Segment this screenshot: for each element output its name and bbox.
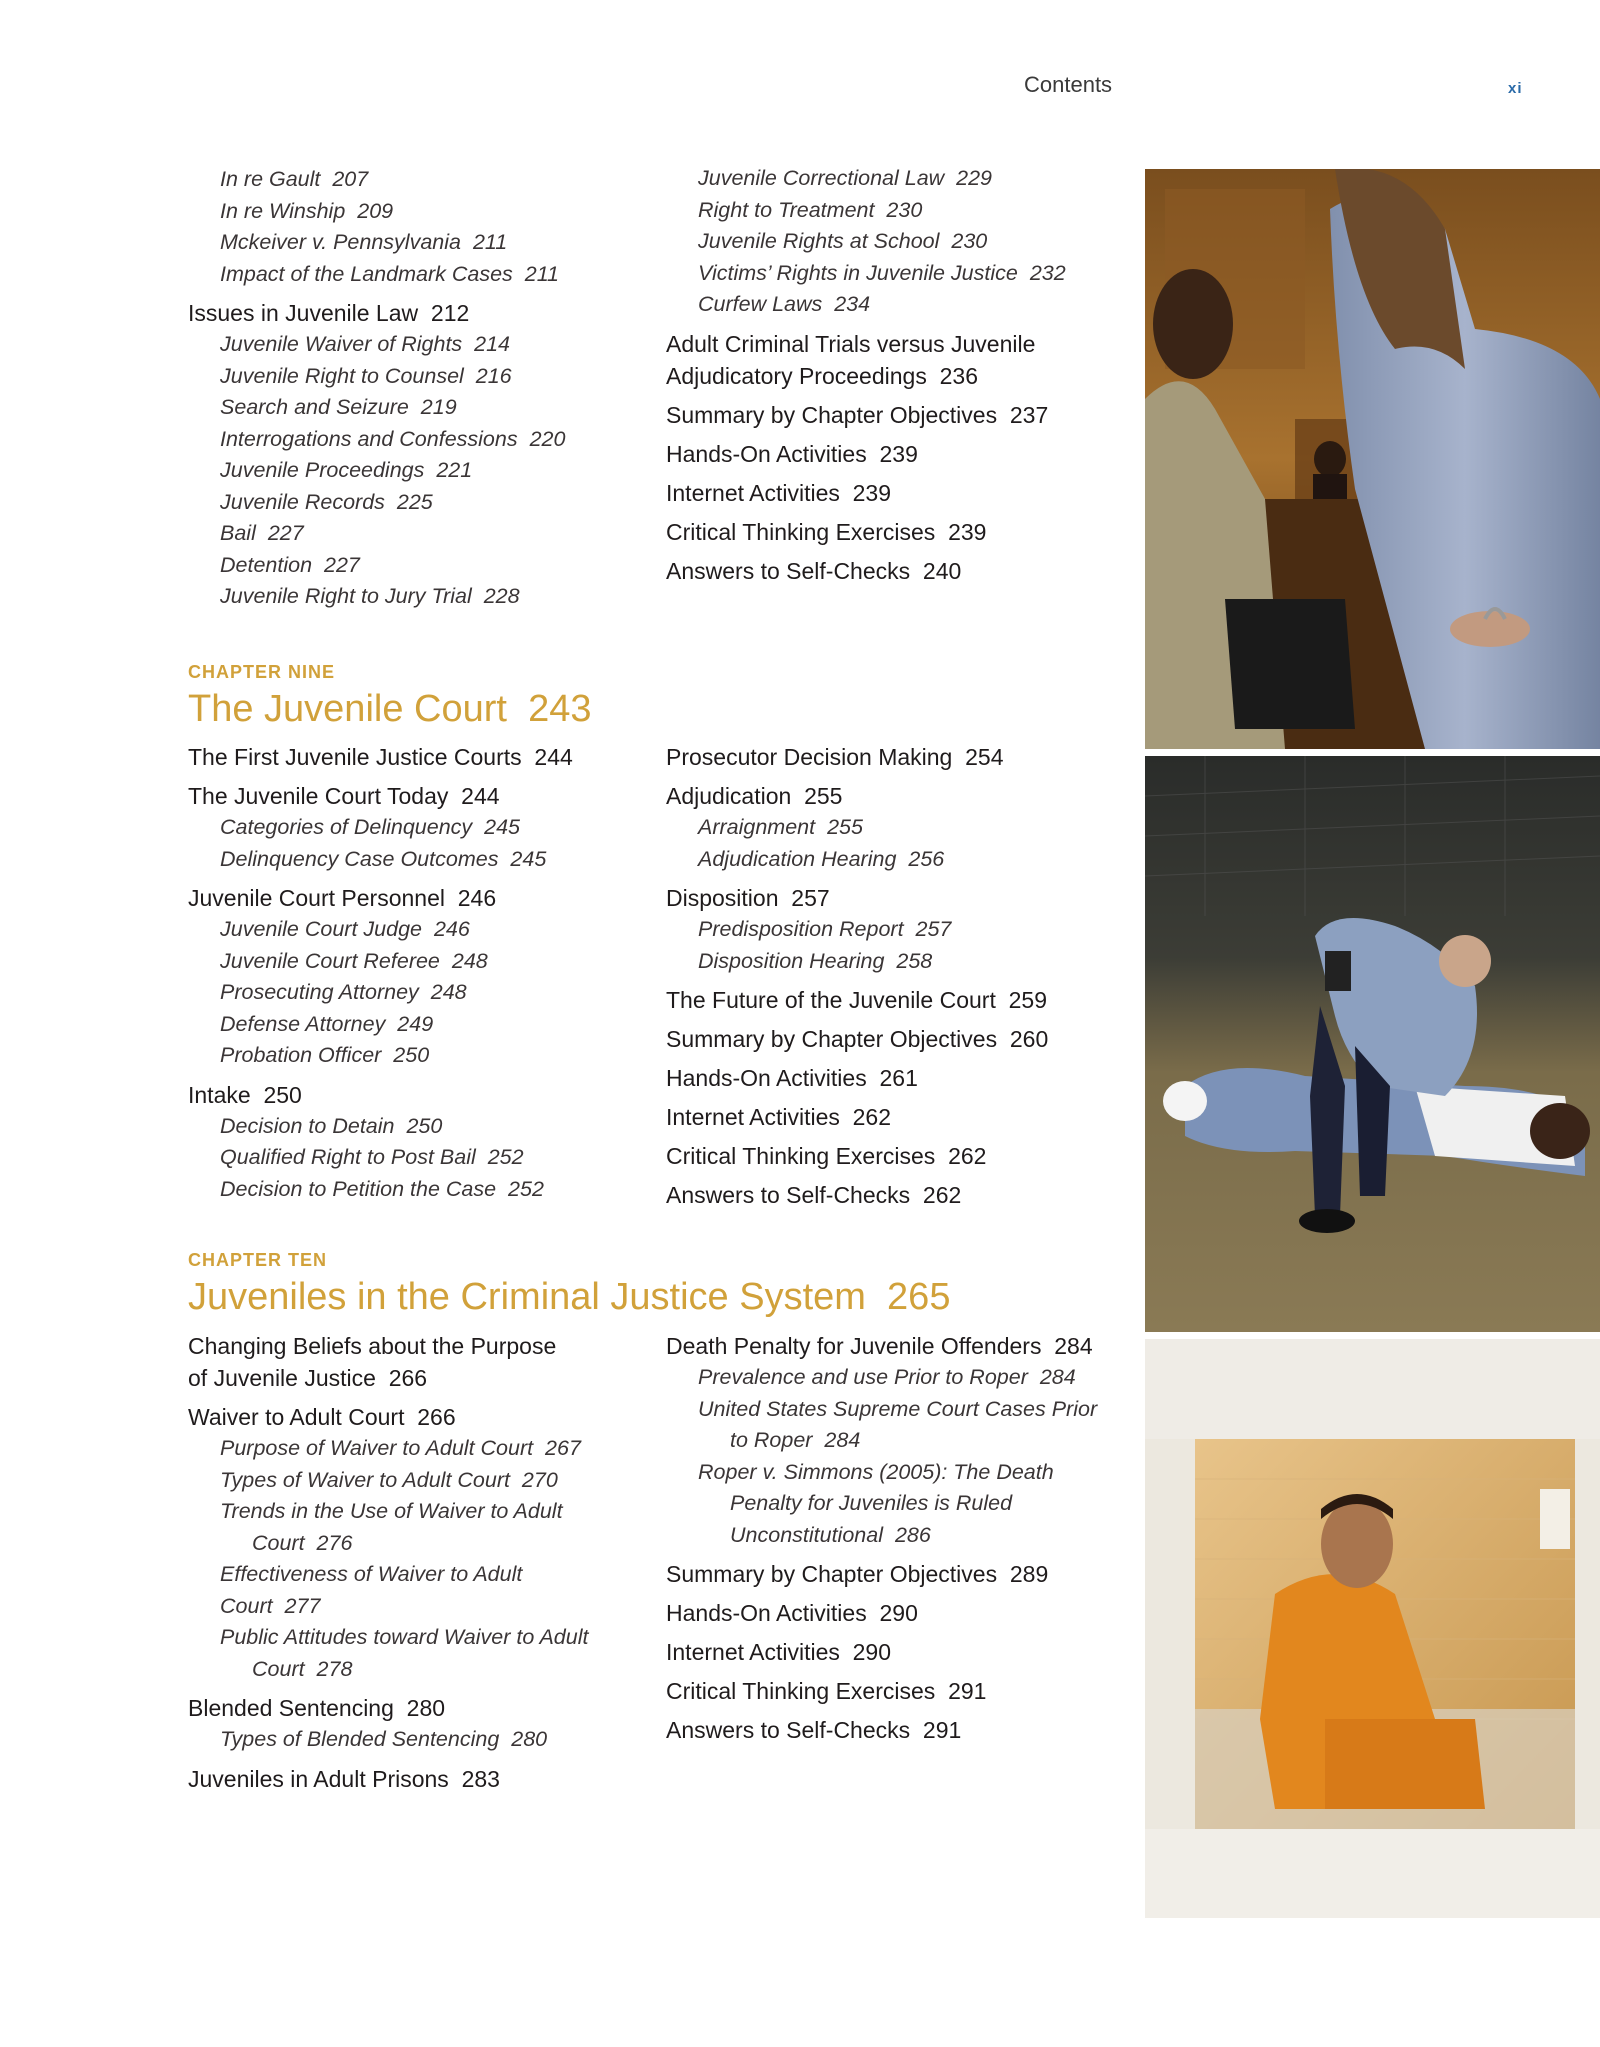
toc-entry-title: Critical Thinking Exercises — [666, 518, 936, 545]
toc-entry-title: Disposition — [666, 885, 779, 911]
toc-entry-page: 245 — [510, 846, 547, 871]
toc-entry — [666, 477, 1106, 509]
toc-entry-title: to Roper — [730, 1428, 813, 1452]
toc-entry-page: 211 — [524, 261, 560, 286]
toc-subentry — [666, 163, 1106, 195]
toc-entry-page: 232 — [1029, 260, 1066, 285]
toc-entry-page: 257 — [791, 885, 830, 911]
toc-subentry — [188, 1009, 628, 1041]
toc-entry-title: Summary by Chapter Objectives — [666, 1026, 998, 1052]
toc-entry — [188, 1079, 628, 1111]
toc-entry-page: 221 — [436, 458, 473, 482]
toc-subentry — [666, 946, 1106, 978]
toc-entry-page: 239 — [879, 440, 918, 467]
chapter-ten-title — [188, 1276, 950, 1319]
toc-column-right-ch9 — [666, 741, 1106, 1211]
toc-subentry — [188, 914, 628, 946]
toc-entry-title: Detention — [220, 552, 313, 577]
toc-entry-title: Prosecutor Decision Making — [666, 744, 953, 770]
toc-entry-page: 267 — [545, 1436, 581, 1460]
toc-entry-page: 229 — [956, 166, 993, 190]
toc-entry — [666, 1023, 1106, 1055]
toc-entry-page: 262 — [948, 1143, 987, 1169]
toc-entry-page: 276 — [316, 1530, 353, 1555]
toc-subentry — [666, 258, 1106, 290]
toc-entry-title: Effectiveness of Waiver to Adult Court — [220, 1562, 523, 1618]
toc-entry-page: 260 — [1009, 1026, 1049, 1052]
toc-entry-title: Juvenile Waiver of Rights — [220, 332, 463, 356]
toc-entry-title: Disposition Hearing — [698, 948, 885, 973]
toc-entry-title: The Juvenile Court Today — [188, 783, 449, 809]
toc-subentry — [666, 914, 1106, 946]
toc-entry-title: Answers to Self-Checks — [666, 1717, 911, 1743]
toc-entry-page: 216 — [475, 363, 512, 388]
toc-subentry — [188, 361, 628, 393]
toc-entry-title: Predisposition Report — [698, 917, 904, 941]
toc-entry — [666, 1330, 1106, 1362]
toc-subentry — [188, 844, 628, 876]
toc-entry-title: Curfew Laws — [698, 292, 823, 316]
toc-subentry — [666, 1457, 1106, 1489]
toc-entry-page: 244 — [534, 744, 573, 770]
toc-subentry — [188, 977, 628, 1009]
toc-column-right-top — [666, 163, 1106, 587]
toc-entry — [666, 516, 1106, 548]
toc-column-right-ch10 — [666, 1330, 1106, 1746]
toc-entry-title: Internet Activities — [666, 1639, 840, 1665]
toc-entry-page: 234 — [834, 292, 871, 316]
toc-entry-title: Types of Waiver to Adult Court — [220, 1467, 510, 1492]
toc-entry-title: Bail — [220, 521, 256, 545]
toc-subentry — [188, 1040, 628, 1072]
chapter-nine-label: CHAPTER NINE — [188, 662, 336, 682]
toc-entry-page: 290 — [852, 1639, 892, 1665]
toc-subentry — [188, 1174, 628, 1206]
toc-entry-page: 284 — [1054, 1333, 1093, 1359]
toc-entry-page: 254 — [965, 744, 1004, 770]
toc-subentry — [666, 812, 1106, 844]
toc-entry-page: 284 — [1039, 1365, 1076, 1389]
toc-entry — [188, 882, 628, 914]
toc-entry-title: Adjudication — [666, 783, 792, 809]
courtroom-photo — [1145, 169, 1600, 749]
toc-entry-title: Juvenile Court Judge — [220, 917, 422, 941]
toc-entry-title: Hands-On Activities — [666, 1065, 867, 1091]
toc-entry-title: Interrogations and Confessions — [220, 426, 518, 451]
toc-entry-page: 270 — [521, 1467, 558, 1492]
chapter-title-text: The Juvenile Court — [188, 688, 507, 730]
toc-entry-page: 239 — [852, 479, 892, 506]
toc-subentry — [666, 195, 1106, 227]
toc-entry-title: Defense Attorney — [220, 1011, 386, 1036]
toc-entry — [666, 360, 1106, 392]
toc-entry — [666, 1714, 1106, 1746]
toc-entry-page: 250 — [263, 1081, 302, 1108]
toc-entry-page: 236 — [939, 362, 978, 389]
toc-entry — [666, 438, 1106, 470]
toc-entry-page: 245 — [484, 815, 521, 839]
toc-entry-title: Probation Officer — [220, 1043, 382, 1067]
toc-entry-title: Adjudicatory Proceedings — [666, 362, 927, 389]
toc-entry-page: 244 — [461, 783, 500, 809]
toc-entry-title: Court — [252, 1530, 305, 1555]
toc-entry — [666, 328, 1106, 360]
toc-entry — [666, 1675, 1106, 1707]
toc-subentry — [188, 946, 628, 978]
toc-subentry — [188, 1654, 628, 1686]
toc-entry-page: 220 — [529, 426, 566, 451]
toc-subentry — [188, 227, 628, 259]
toc-entry — [666, 741, 1106, 773]
toc-entry-page: 280 — [511, 1727, 548, 1751]
toc-subentry — [188, 487, 628, 519]
toc-entry-title: Changing Beliefs about the Purpose — [188, 1333, 557, 1359]
toc-entry-page: 255 — [827, 815, 863, 839]
toc-entry-title: Impact of the Landmark Cases — [220, 261, 513, 286]
chapter-title-text: Juveniles in the Criminal Justice System — [188, 1276, 866, 1318]
toc-entry-title: Hands-On Activities — [666, 1600, 867, 1626]
toc-entry-title: Internet Activities — [666, 479, 840, 506]
toc-subentry — [188, 550, 628, 582]
toc-entry — [188, 1401, 628, 1433]
toc-entry-title: Categories of Delinquency — [220, 815, 473, 839]
toc-entry-title: Juvenile Court Personnel — [188, 885, 445, 911]
toc-column-left-ch10 — [188, 1330, 628, 1795]
toc-entry-title: Delinquency Case Outcomes — [220, 846, 499, 871]
toc-subentry — [188, 455, 628, 487]
toc-entry-page: 286 — [894, 1522, 931, 1547]
toc-entry-title: Prevalence and use Prior to Roper — [698, 1365, 1028, 1389]
toc-entry-page: 228 — [483, 584, 520, 608]
toc-subentry — [188, 424, 628, 456]
detention-cell-photo — [1145, 1339, 1600, 1918]
toc-entry-title: The First Juvenile Justice Courts — [188, 744, 522, 770]
toc-entry-title: Right to Treatment — [698, 197, 875, 222]
toc-subentry — [666, 1425, 1106, 1457]
toc-entry-page: 209 — [357, 198, 394, 223]
toc-subentry — [188, 329, 628, 361]
toc-entry-title: Juveniles in Adult Prisons — [188, 1765, 449, 1792]
toc-entry-title: Hands-On Activities — [666, 440, 867, 467]
toc-subentry — [188, 1142, 628, 1174]
toc-entry-page: 212 — [430, 300, 470, 326]
toc-entry-page: 240 — [922, 557, 962, 584]
arrest-photo — [1145, 756, 1600, 1332]
toc-entry-page: 214 — [474, 332, 511, 356]
toc-entry — [666, 1558, 1106, 1590]
toc-entry-page: 219 — [420, 395, 457, 419]
toc-entry-title: Penalty for Juveniles is Ruled — [730, 1491, 1013, 1515]
toc-entry-title: Unconstitutional — [730, 1522, 883, 1547]
chapter-title-page: 243 — [528, 688, 592, 730]
toc-entry — [666, 984, 1106, 1016]
toc-subentry — [188, 1111, 628, 1143]
toc-entry-title: Juvenile Right to Counsel — [220, 363, 464, 388]
toc-entry-page: 266 — [388, 1365, 428, 1391]
toc-entry-page: 227 — [324, 552, 360, 577]
toc-entry-page: 258 — [896, 948, 933, 973]
toc-entry-page: 207 — [332, 167, 369, 191]
toc-entry-page: 246 — [433, 917, 470, 941]
toc-entry — [188, 1763, 628, 1795]
toc-entry-page: 261 — [879, 1065, 918, 1091]
toc-entry — [666, 1140, 1106, 1172]
toc-entry — [188, 780, 628, 812]
toc-subentry — [666, 844, 1106, 876]
toc-subentry — [188, 1465, 628, 1497]
toc-subentry — [188, 518, 628, 550]
toc-entry-page: 250 — [393, 1043, 430, 1067]
toc-subentry — [666, 1520, 1106, 1552]
toc-entry-title: United States Supreme Court Cases Prior — [698, 1396, 1098, 1421]
toc-entry-page: 250 — [406, 1113, 443, 1138]
toc-entry — [666, 555, 1106, 587]
toc-entry-title: Intake — [188, 1081, 251, 1108]
toc-entry-title: Juvenile Rights at School — [698, 229, 940, 253]
toc-subentry — [666, 226, 1106, 258]
toc-entry — [188, 741, 628, 773]
toc-entry-page: 280 — [406, 1695, 446, 1721]
toc-entry-page: 255 — [804, 783, 843, 809]
toc-entry-page: 257 — [915, 917, 952, 941]
toc-subentry — [188, 259, 628, 291]
toc-entry-title: Blended Sentencing — [188, 1695, 394, 1721]
toc-subentry — [188, 164, 628, 196]
toc-subentry — [188, 1496, 628, 1528]
toc-subentry — [188, 392, 628, 424]
toc-entry — [188, 1330, 628, 1362]
toc-entry-title: Victims’ Rights in Juvenile Justice — [698, 260, 1018, 285]
toc-entry — [666, 1101, 1106, 1133]
running-header-title: Contents — [1024, 72, 1113, 97]
toc-entry — [666, 882, 1106, 914]
toc-entry — [188, 1362, 628, 1394]
toc-entry-page: 277 — [284, 1593, 321, 1618]
toc-entry-title: Adjudication Hearing — [698, 846, 897, 871]
toc-entry-page: 249 — [397, 1011, 434, 1036]
toc-entry-page: 252 — [508, 1176, 544, 1201]
toc-subentry — [188, 1528, 628, 1560]
toc-entry-title: Answers to Self-Checks — [666, 557, 911, 584]
toc-entry-title: Juvenile Records — [220, 489, 385, 514]
toc-entry-title: Decision to Detain — [220, 1113, 395, 1138]
toc-entry-page: 291 — [922, 1717, 962, 1743]
toc-entry-title: Summary by Chapter Objectives — [666, 1561, 998, 1587]
toc-entry-title: Purpose of Waiver to Adult Court — [220, 1436, 534, 1460]
chapter-nine-title — [188, 688, 591, 731]
toc-subentry — [188, 581, 628, 613]
toc-subentry — [188, 1622, 628, 1654]
toc-entry-page: 211 — [472, 230, 508, 254]
toc-entry-page: 289 — [1009, 1561, 1049, 1587]
toc-entry-page: 284 — [824, 1428, 861, 1452]
toc-entry-title: Roper v. Simmons (2005): The Death — [698, 1459, 1054, 1484]
toc-subentry — [188, 1559, 628, 1622]
toc-entry-page: 246 — [457, 885, 497, 911]
toc-subentry — [666, 1394, 1106, 1426]
toc-entry-page: 262 — [922, 1182, 962, 1208]
page-number: xi — [1508, 80, 1523, 97]
toc-subentry — [188, 1433, 628, 1465]
toc-column-left-ch9 — [188, 741, 628, 1205]
toc-entry-title: Critical Thinking Exercises — [666, 1678, 936, 1704]
toc-entry-title: Types of Blended Sentencing — [220, 1727, 500, 1751]
toc-entry-title: Answers to Self-Checks — [666, 1182, 911, 1208]
toc-entry — [666, 1179, 1106, 1211]
toc-entry-title: Critical Thinking Exercises — [666, 1143, 936, 1169]
toc-entry-title: Court — [252, 1656, 305, 1681]
toc-entry-title: Prosecuting Attorney — [220, 980, 419, 1004]
toc-entry-title: Internet Activities — [666, 1104, 840, 1130]
toc-entry-title: Juvenile Court Referee — [220, 948, 440, 973]
toc-entry-page: 266 — [417, 1404, 456, 1430]
toc-entry-title: Juvenile Proceedings — [220, 458, 425, 482]
toc-entry-page: 252 — [487, 1145, 524, 1169]
toc-entry — [188, 297, 628, 329]
toc-entry-page: 227 — [267, 521, 304, 545]
toc-entry-title: In re Winship — [220, 198, 346, 223]
toc-entry-title: The Future of the Juvenile Court — [666, 987, 996, 1013]
toc-entry-title: Juvenile Right to Jury Trial — [220, 584, 472, 608]
toc-subentry — [666, 1362, 1106, 1394]
toc-entry — [666, 780, 1106, 812]
toc-column-left-top — [188, 164, 628, 613]
toc-subentry — [188, 196, 628, 228]
toc-entry-title: Juvenile Correctional Law — [698, 166, 945, 190]
toc-entry-title: Issues in Juvenile Law — [188, 300, 419, 326]
toc-subentry — [188, 1724, 628, 1756]
toc-entry-page: 262 — [852, 1104, 892, 1130]
toc-entry-title: Trends in the Use of Waiver to Adult — [220, 1499, 563, 1523]
toc-entry-page: 239 — [948, 518, 987, 545]
toc-entry — [666, 1636, 1106, 1668]
toc-entry-page: 256 — [908, 846, 945, 871]
toc-entry-title: Decision to Petition the Case — [220, 1176, 497, 1201]
toc-entry-title: of Juvenile Justice — [188, 1365, 376, 1391]
toc-entry-title: Waiver to Adult Court — [188, 1404, 405, 1430]
toc-entry-page: 283 — [461, 1765, 500, 1792]
toc-entry-title: Search and Seizure — [220, 395, 409, 419]
toc-entry-title: In re Gault — [220, 167, 321, 191]
toc-entry-page: 290 — [879, 1600, 918, 1626]
toc-entry-title: Arraignment — [698, 815, 816, 839]
toc-entry-title: Adult Criminal Trials versus Juvenile — [666, 330, 1036, 357]
toc-entry-page: 225 — [396, 489, 433, 514]
chapter-ten-label: CHAPTER TEN — [188, 1250, 328, 1270]
toc-entry — [188, 1692, 628, 1724]
toc-entry-title: Death Penalty for Juvenile Offenders — [666, 1333, 1042, 1359]
toc-entry-title: Qualified Right to Post Bail — [220, 1145, 476, 1169]
toc-entry-page: 248 — [451, 948, 488, 973]
toc-subentry — [666, 289, 1106, 321]
toc-entry — [666, 1597, 1106, 1629]
toc-entry-title: Summary by Chapter Objectives — [666, 401, 998, 428]
toc-entry-title: Mckeiver v. Pennsylvania — [220, 230, 461, 254]
toc-entry-page: 278 — [316, 1656, 353, 1681]
toc-entry-page: 259 — [1008, 987, 1047, 1013]
toc-entry — [666, 399, 1106, 431]
toc-entry-page: 230 — [951, 229, 988, 253]
toc-entry-page: 237 — [1009, 401, 1049, 428]
toc-entry-page: 230 — [886, 197, 923, 222]
toc-subentry — [666, 1488, 1106, 1520]
toc-entry-page: 291 — [948, 1678, 987, 1704]
toc-entry-page: 248 — [430, 980, 467, 1004]
toc-entry-title: Public Attitudes toward Waiver to Adult — [220, 1625, 589, 1649]
toc-entry — [666, 1062, 1106, 1094]
toc-subentry — [188, 812, 628, 844]
chapter-title-page: 265 — [887, 1276, 951, 1318]
